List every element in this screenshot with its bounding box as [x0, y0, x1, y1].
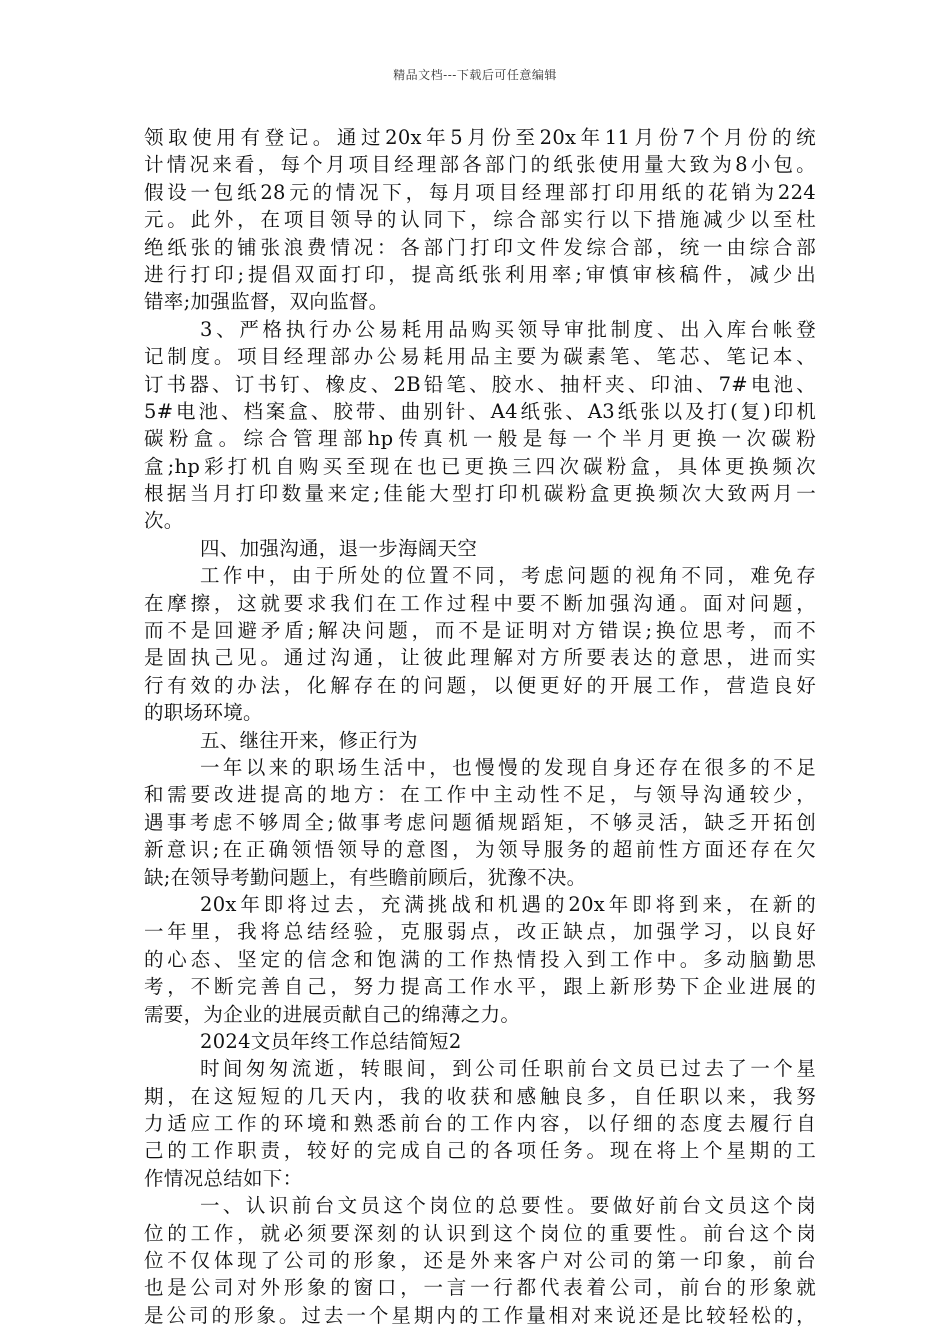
text-line: 是固执己见。通过沟通，让彼此理解对方所要表达的意思，进而实: [144, 646, 816, 670]
text-line: 和需要改进提高的地方：在工作中主动性不足，与领导沟通较少，: [144, 783, 816, 807]
text-line: 错率;加强监督，双向监督。: [144, 290, 389, 314]
text-line: 盒;hp彩打机自购买至现在也已更换三四次碳粉盒，具体更换频次: [144, 454, 816, 478]
text-line: 一年以来的职场生活中，也慢慢的发现自身还存在很多的不足: [200, 755, 816, 779]
text-line: 5#电池、档案盒、胶带、曲别针、A4纸张、A3纸张以及打(复)印机: [144, 399, 816, 423]
text-line: 新意识;在正确领悟领导的意图，为领导服务的超前性方面还存在欠: [144, 838, 816, 862]
text-line: 遇事考虑不够周全;做事考虑问题循规蹈矩，不够灵活，缺乏开拓创: [144, 810, 816, 834]
page-header: 精品文档---下载后可任意编辑: [393, 68, 557, 82]
text-line: 假设一包纸28元的情况下，每月项目经理部打印用纸的花销为224: [144, 180, 816, 204]
text-line: 碳粉盒。综合管理部hp传真机一般是每一个半月更换一次碳粉: [144, 427, 816, 451]
text-line: 进行打印;提倡双面打印，提高纸张利用率;审慎审核稿件，减少出: [144, 262, 816, 286]
text-line: 的心态、坚定的信念和饱满的工作热情投入到工作中。多动脑勤思: [144, 947, 816, 971]
text-line: 五、继往开来，修正行为: [200, 728, 418, 752]
text-line: 一、认识前台文员这个岗位的总要性。要做好前台文员这个岗: [200, 1194, 816, 1218]
document-body: [144, 124, 816, 1329]
text-line: 次。: [144, 509, 184, 533]
text-line: 作情况总结如下：: [144, 1166, 303, 1190]
text-line: 计情况来看，每个月项目经理部各部门的纸张使用量大致为8小包。: [144, 153, 816, 177]
text-line: 一年里，我将总结经验，克服弱点，改正缺点，加强学习，以良好: [144, 920, 816, 944]
text-line: 而不是回避矛盾;解决问题，而不是证明对方错误;换位思考，而不: [144, 619, 816, 643]
text-line: 根据当月打印数量来定;佳能大型打印机碳粉盒更换频次大致两月一: [144, 482, 816, 506]
text-line: 四、加强沟通，退一步海阔天空: [200, 536, 478, 560]
text-line: 记制度。项目经理部办公易耗用品主要为碳素笔、笔芯、笔记本、: [144, 345, 816, 369]
text-line: 也是公司对外形象的窗口，一言一行都代表着公司，前台的形象就: [144, 1276, 816, 1300]
text-line: 需要，为企业的进展贡献自己的绵薄之力。: [144, 1002, 521, 1026]
text-line: 订书器、订书钉、橡皮、2B铅笔、胶水、抽杆夹、印油、7#电池、: [144, 372, 816, 396]
text-line: 在摩擦，这就要求我们在工作过程中要不断加强沟通。面对问题，: [144, 591, 816, 615]
text-line: 期，在这短短的几天内，我的收获和感触良多，自任职以来，我努: [144, 1084, 816, 1108]
text-line: 位的工作，就必须要深刻的认识到这个岗位的重要性。前台这个岗: [144, 1221, 816, 1245]
text-line: 考，不断完善自己，努力提高工作水平，跟上新形势下企业进展的: [144, 975, 816, 999]
text-line: 位不仅体现了公司的形象，还是外来客户对公司的第一印象，前台: [144, 1249, 816, 1273]
text-line: 20x年即将过去，充满挑战和机遇的20x年即将到来，在新的: [200, 892, 816, 916]
text-line: 元。此外，在项目领导的认同下，综合部实行以下措施减少以至杜: [144, 208, 816, 232]
text-line: 领取使用有登记。通过20x年5月份至20x年11月份7个月份的统: [144, 126, 816, 149]
text-line: 力适应工作的环境和熟悉前台的工作内容，以仔细的态度去履行自: [144, 1112, 816, 1136]
text-line: 行有效的办法，化解存在的问题，以便更好的开展工作，营造良好: [144, 673, 816, 697]
text-line: 是公司的形象。过去一个星期内的工作量相对来说还是比较轻松的，: [144, 1303, 816, 1327]
text-line: 2024文员年终工作总结简短2: [200, 1029, 462, 1053]
text-line: 绝纸张的铺张浪费情况：各部门打印文件发综合部，统一由综合部: [144, 235, 816, 259]
text-line: 缺;在领导考勤问题上，有些瞻前顾后，犹豫不决。: [144, 865, 587, 889]
text-line: 时间匆匆流逝，转眼间，到公司任职前台文员已过去了一个星: [200, 1057, 816, 1081]
text-line: 己的工作职责，较好的完成自己的各项任务。现在将上个星期的工: [144, 1139, 816, 1163]
text-line: 工作中，由于所处的位置不同，考虑问题的视角不同，难免存: [200, 564, 816, 588]
text-line: 3、严格执行办公易耗用品购买领导审批制度、出入库台帐登: [200, 317, 816, 341]
text-line: 的职场环境。: [144, 701, 263, 725]
